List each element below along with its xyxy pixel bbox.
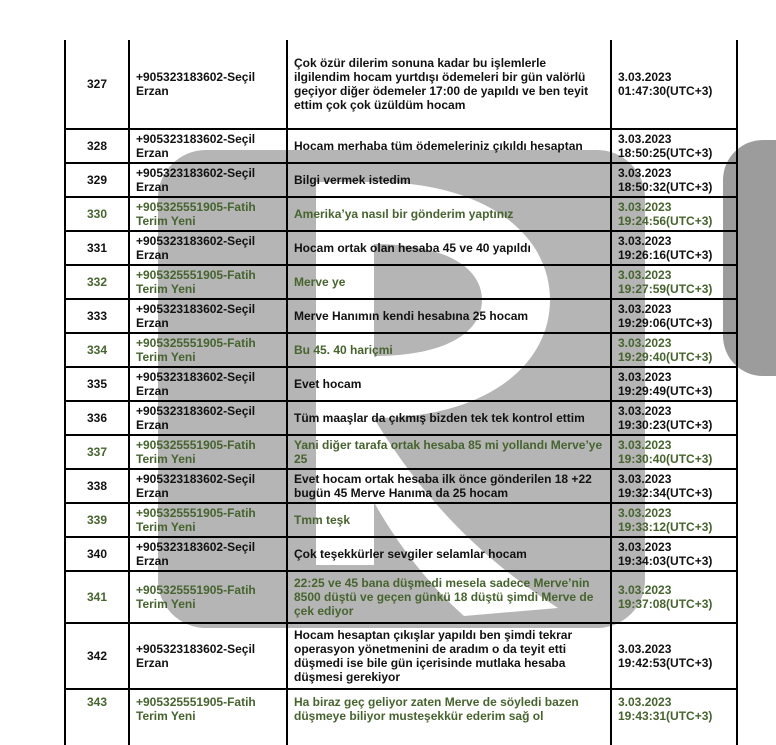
timestamp-date: 3.03.2023 xyxy=(618,506,672,520)
message-cell: Bu 45. 40 hariçmi xyxy=(287,333,611,367)
message-cell: Çok özür dilerim sonuna kadar bu işlemlerle ilgilendim hocam yurtdışı ödemeleri bir gün valörlü geçiyor diğer ödemeler 17:00 de yapıldı ve ben teyit ettim çok çok üzüldüm hocam xyxy=(287,40,611,129)
table-row xyxy=(65,469,737,503)
contact-cell: +905325551905-Fatih Terim Yeni xyxy=(129,333,287,367)
contact-cell: +905323183602-Seçil Erzan xyxy=(129,231,287,265)
timestamp-time: 19:26:16(UTC+3) xyxy=(618,248,713,262)
timestamp-time: 19:34:03(UTC+3) xyxy=(618,554,713,568)
table-row xyxy=(65,537,737,571)
row-number-cell: 328 xyxy=(65,129,129,163)
contact-cell: +905323183602-Seçil Erzan xyxy=(129,537,287,571)
timestamp-date: 3.03.2023 xyxy=(618,472,672,486)
timestamp-time: 01:47:30(UTC+3) xyxy=(618,84,713,98)
timestamp-time: 19:30:40(UTC+3) xyxy=(618,452,713,466)
table-row xyxy=(65,367,737,401)
row-number-cell: 341 xyxy=(65,571,129,623)
timestamp-date: 3.03.2023 xyxy=(618,642,672,656)
message-cell: Merve ye xyxy=(287,265,611,299)
timestamp-cell xyxy=(611,537,737,571)
timestamp-cell xyxy=(611,503,737,537)
contact-cell: +905325551905-Fatih Terim Yeni xyxy=(129,689,287,745)
row-number-cell: 342 xyxy=(65,623,129,689)
message-table xyxy=(64,40,738,745)
timestamp-date: 3.03.2023 xyxy=(618,268,672,282)
message-cell: 22:25 ve 45 bana düşmedi mesela sadece Merve’nin 8500 düştü ve geçen günkü 18 düştü şimdi Merve de çek ediyor xyxy=(287,571,611,623)
timestamp-time: 19:33:12(UTC+3) xyxy=(618,520,713,534)
table-row xyxy=(65,333,737,367)
message-cell: Amerika’ya nasıl bir gönderim yaptınız xyxy=(287,197,611,231)
contact-cell: +905323183602-Seçil Erzan xyxy=(129,299,287,333)
table-row xyxy=(65,163,737,197)
message-cell: Yani diğer tarafa ortak hesaba 85 mi yollandı Merve’ye 25 xyxy=(287,435,611,469)
timestamp-time: 19:32:34(UTC+3) xyxy=(618,486,713,500)
contact-cell: +905325551905-Fatih Terim Yeni xyxy=(129,435,287,469)
message-cell: Hocam hesaptan çıkışlar yapıldı ben şimdi tekrar operasyon yönetmenini de aradım o da teyit etti düşmedi ise bile gün içerisinde mutlaka hesaba düşmesi gerekiyor xyxy=(287,623,611,689)
timestamp-date: 3.03.2023 xyxy=(618,234,672,248)
table-row xyxy=(65,689,737,745)
timestamp-cell xyxy=(611,333,737,367)
message-cell: Tüm maaşlar da çıkmış bizden tek tek kontrol ettim xyxy=(287,401,611,435)
row-number-cell: 327 xyxy=(65,40,129,129)
contact-cell: +905323183602-Seçil Erzan xyxy=(129,40,287,129)
contact-cell: +905325551905-Fatih Terim Yeni xyxy=(129,571,287,623)
timestamp-cell xyxy=(611,571,737,623)
timestamp-time: 19:29:49(UTC+3) xyxy=(618,384,713,398)
timestamp-time: 19:30:23(UTC+3) xyxy=(618,418,713,432)
timestamp-cell xyxy=(611,401,737,435)
contact-cell: +905325551905-Fatih Terim Yeni xyxy=(129,265,287,299)
row-number-cell: 343 xyxy=(65,689,129,745)
timestamp-date: 3.03.2023 xyxy=(618,438,672,452)
table-row xyxy=(65,571,737,623)
table-row xyxy=(65,503,737,537)
row-number-cell: 335 xyxy=(65,367,129,401)
row-number-cell: 329 xyxy=(65,163,129,197)
timestamp-time: 19:24:56(UTC+3) xyxy=(618,214,713,228)
message-cell: Hocam ortak olan hesaba 45 ve 40 yapıldı xyxy=(287,231,611,265)
table-row xyxy=(65,129,737,163)
row-number-cell: 334 xyxy=(65,333,129,367)
timestamp-date: 3.03.2023 xyxy=(618,166,672,180)
row-number-cell: 336 xyxy=(65,401,129,435)
timestamp-time: 19:42:53(UTC+3) xyxy=(618,656,713,670)
contact-cell: +905323183602-Seçil Erzan xyxy=(129,469,287,503)
timestamp-cell xyxy=(611,367,737,401)
table-row xyxy=(65,623,737,689)
timestamp-date: 3.03.2023 xyxy=(618,404,672,418)
timestamp-time: 19:29:40(UTC+3) xyxy=(618,350,713,364)
contact-cell: +905325551905-Fatih Terim Yeni xyxy=(129,197,287,231)
message-cell: Bilgi vermek istedim xyxy=(287,163,611,197)
timestamp-time: 18:50:32(UTC+3) xyxy=(618,180,713,194)
timestamp-time: 18:50:25(UTC+3) xyxy=(618,146,713,160)
message-cell: Tmm teşk xyxy=(287,503,611,537)
timestamp-date: 3.03.2023 xyxy=(618,540,672,554)
contact-cell: +905325551905-Fatih Terim Yeni xyxy=(129,503,287,537)
timestamp-cell xyxy=(611,197,737,231)
row-number-cell: 331 xyxy=(65,231,129,265)
table-row xyxy=(65,197,737,231)
timestamp-time: 19:29:06(UTC+3) xyxy=(618,316,713,330)
timestamp-date: 3.03.2023 xyxy=(618,302,672,316)
timestamp-time: 19:43:31(UTC+3) xyxy=(618,709,713,723)
timestamp-time: 19:27:59(UTC+3) xyxy=(618,282,713,296)
timestamp-date: 3.03.2023 xyxy=(618,70,672,84)
timestamp-cell xyxy=(611,163,737,197)
timestamp-date: 3.03.2023 xyxy=(618,132,672,146)
message-cell: Hocam merhaba tüm ödemeleriniz çıkıldı hesaptan xyxy=(287,129,611,163)
message-cell: Evet hocam xyxy=(287,367,611,401)
table-row xyxy=(65,231,737,265)
timestamp-cell xyxy=(611,689,737,745)
timestamp-cell xyxy=(611,299,737,333)
message-cell: Evet hocam ortak hesaba ilk önce gönderilen 18 +22 bugün 45 Merve Hanıma da 25 hocam xyxy=(287,469,611,503)
row-number-cell: 340 xyxy=(65,537,129,571)
timestamp-cell xyxy=(611,623,737,689)
timestamp-cell xyxy=(611,435,737,469)
timestamp-cell xyxy=(611,40,737,129)
message-cell: Çok teşekkürler sevgiler selamlar hocam xyxy=(287,537,611,571)
contact-cell: +905323183602-Seçil Erzan xyxy=(129,623,287,689)
table-row xyxy=(65,265,737,299)
contact-cell: +905323183602-Seçil Erzan xyxy=(129,367,287,401)
timestamp-cell xyxy=(611,231,737,265)
timestamp-date: 3.03.2023 xyxy=(618,583,672,597)
row-number-cell: 330 xyxy=(65,197,129,231)
timestamp-cell xyxy=(611,265,737,299)
timestamp-cell xyxy=(611,129,737,163)
table-row xyxy=(65,401,737,435)
timestamp-time: 19:37:08(UTC+3) xyxy=(618,597,713,611)
table-row xyxy=(65,299,737,333)
message-cell: Merve Hanımın kendi hesabına 25 hocam xyxy=(287,299,611,333)
timestamp-cell xyxy=(611,469,737,503)
row-number-cell: 337 xyxy=(65,435,129,469)
timestamp-date: 3.03.2023 xyxy=(618,336,672,350)
row-number-cell: 338 xyxy=(65,469,129,503)
row-number-cell: 339 xyxy=(65,503,129,537)
contact-cell: +905323183602-Seçil Erzan xyxy=(129,163,287,197)
table-row xyxy=(65,40,737,129)
timestamp-date: 3.03.2023 xyxy=(618,200,672,214)
contact-cell: +905323183602-Seçil Erzan xyxy=(129,401,287,435)
row-number-cell: 332 xyxy=(65,265,129,299)
contact-cell: +905323183602-Seçil Erzan xyxy=(129,129,287,163)
message-cell: Ha biraz geç geliyor zaten Merve de söyledi bazen düşmeye biliyor musteşekkür ederim sağ ol xyxy=(287,689,611,745)
timestamp-date: 3.03.2023 xyxy=(618,370,672,384)
timestamp-date: 3.03.2023 xyxy=(618,695,672,709)
table-row xyxy=(65,435,737,469)
row-number-cell: 333 xyxy=(65,299,129,333)
